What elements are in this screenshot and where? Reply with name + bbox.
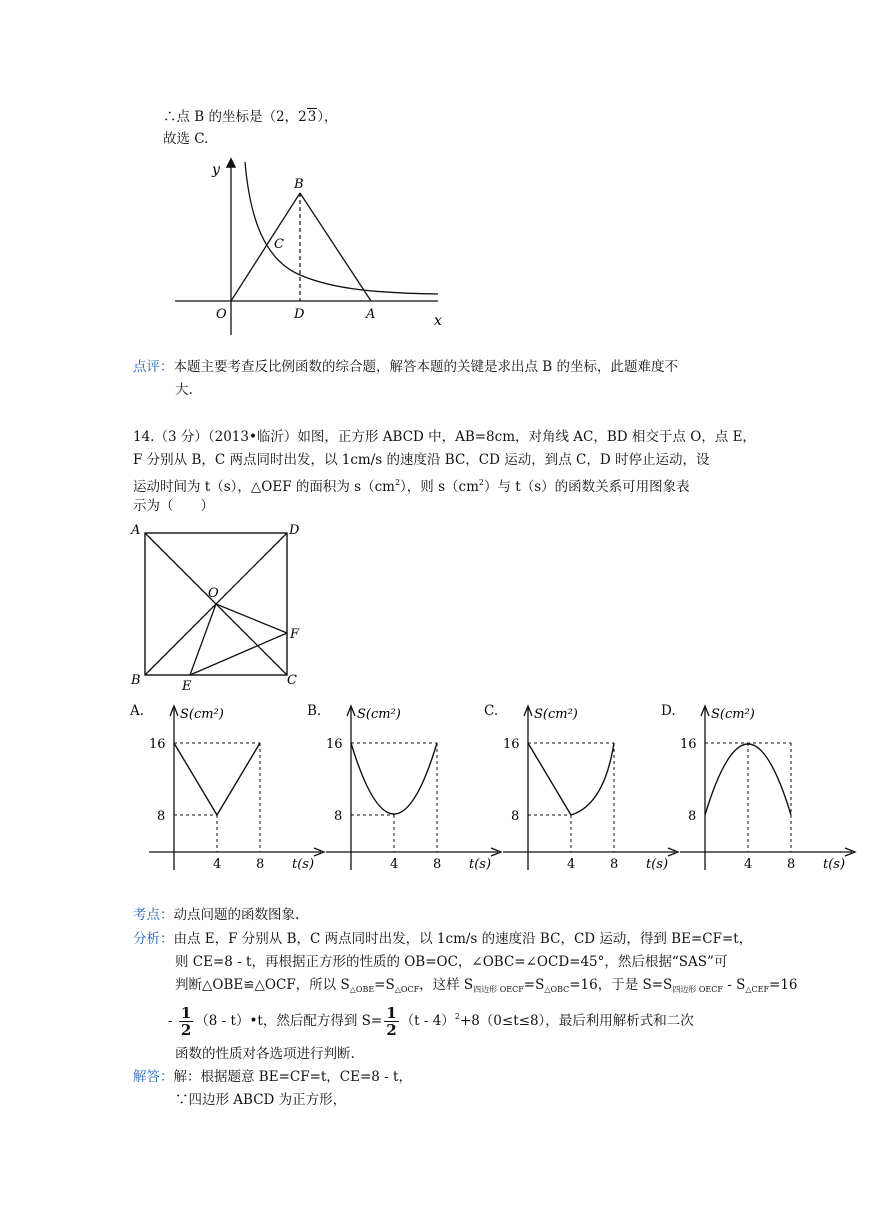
square-figure — [128, 520, 313, 692]
point-a-label: A — [366, 307, 376, 322]
fenxi-line-1: 分析：由点 E，F 分别从 B，C 两点同时出发，以 1cm/s 的速度沿 BC，CD 运动，得到 BE=CF=t， — [133, 931, 753, 947]
point-d-label: D — [294, 307, 305, 322]
tick-4-label: 4 — [744, 857, 753, 872]
y-axis-label: S(cm²) — [357, 707, 401, 722]
fraction-half-1: $\frac{1}{2}$ — [180, 1004, 192, 1039]
option-graph-b — [323, 700, 508, 875]
square-e-label: E — [182, 679, 192, 692]
fenxi-line-2: 则 CE=8 - t，再根据正方形的性质的 OB=OC，∠OBC=∠OCD=45°，然后根据“SAS”可 — [175, 954, 728, 970]
hyperbola-triangle-figure — [170, 150, 455, 335]
option-letter: C. — [484, 703, 499, 719]
x-axis-label: t(s) — [292, 857, 315, 872]
option-graph-c — [500, 700, 685, 875]
option-letter: B. — [307, 703, 322, 719]
square-f-label: F — [290, 627, 300, 642]
square-a-label: A — [131, 523, 141, 538]
fenxi-line-5: 函数的性质对各选项进行判断. — [175, 1046, 355, 1062]
tick-16-label: 16 — [503, 737, 520, 752]
tick-8x-label: 8 — [610, 857, 619, 872]
review-line-2: 大. — [175, 382, 193, 398]
x-axis-label: t(s) — [823, 857, 846, 872]
tick-4-label: 4 — [390, 857, 399, 872]
point-o-label: O — [216, 307, 227, 322]
jieda-line-1: 解答：解：根据题意 BE=CF=t，CE=8 - t， — [133, 1069, 412, 1085]
tick-8x-label: 8 — [256, 857, 265, 872]
solution-line-point-b: ∴点 B 的坐标是（2，23）， — [163, 109, 338, 125]
jieda-line-2: ∵四边形 ABCD 为正方形， — [175, 1092, 347, 1108]
square-b-label: B — [131, 673, 141, 688]
question-line-1: 14.（3 分）（2013•临沂）如图，正方形 ABCD 中，AB=8cm，对角线 AC，BD 相交于点 O，点 E， — [133, 429, 756, 445]
square-d-label: D — [289, 523, 300, 538]
y-axis-label: S(cm²) — [534, 707, 578, 722]
square-c-label: C — [287, 673, 297, 688]
x-axis-label: t(s) — [646, 857, 669, 872]
fenxi-line-3: 判断△OBE≌△OCF，所以 $S_{\triangle OBE}=S_{\triangle OCF}$，这样 $S_{四边形 OECF}=S_{\triangle OBC}=16$，于是 $S=S_{四边形 OECF} - S_{\triangle CEF}=16$ — [175, 977, 798, 994]
fenxi-line-4: - $\frac{1}{2}$ （8 - t）•t，然后配方得到 S= $\frac{1}{2}$ （t - 4）$^2$+8（0≤t≤8），最后利用解析式和二次 — [168, 1004, 694, 1039]
tick-8-label: 8 — [511, 809, 520, 824]
axis-x-label: x — [434, 313, 442, 329]
question-line-3: 运动时间为 t（s），△OEF 的面积为 $s(cm^2)$，则 $s(cm^2)$与 t（s）的函数关系可用图象表 — [133, 478, 690, 495]
tick-8x-label: 8 — [433, 857, 442, 872]
tick-8-label: 8 — [688, 809, 697, 824]
y-axis-label: S(cm²) — [711, 707, 755, 722]
solution-line-choose-c: 故选 C. — [163, 131, 209, 147]
point-b-label: B — [294, 177, 304, 192]
tick-16-label: 16 — [680, 737, 697, 752]
question-line-2: F 分别从 B，C 两点同时出发，以 1cm/s 的速度沿 BC，CD 运动，到点 C，D 时停止运动，设 — [133, 452, 710, 468]
fraction-half-2: $\frac{1}{2}$ — [386, 1004, 397, 1039]
tick-16-label: 16 — [149, 737, 166, 752]
tick-8-label: 8 — [334, 809, 343, 824]
square-o-label: O — [208, 586, 219, 601]
tick-8x-label: 8 — [787, 857, 796, 872]
y-axis-label: S(cm²) — [180, 707, 224, 722]
tick-4-label: 4 — [567, 857, 576, 872]
question-line-4: 示为（ ） — [133, 498, 214, 514]
point-c-label: C — [274, 237, 284, 252]
tick-16-label: 16 — [326, 737, 343, 752]
tick-4-label: 4 — [213, 857, 222, 872]
kaodian-line: 考点：动点问题的函数图象. — [133, 907, 300, 923]
axis-y-label: y — [212, 162, 220, 178]
option-letter: A. — [130, 703, 145, 719]
option-graph-d — [677, 700, 862, 875]
x-axis-label: t(s) — [469, 857, 492, 872]
tick-8-label: 8 — [157, 809, 166, 824]
option-letter: D. — [661, 703, 676, 719]
review-line-1: 点评：本题主要考查反比例函数的综合题，解答本题的关键是求出点 B 的坐标，此题难度不 — [133, 359, 679, 375]
option-graph-a — [146, 700, 331, 875]
